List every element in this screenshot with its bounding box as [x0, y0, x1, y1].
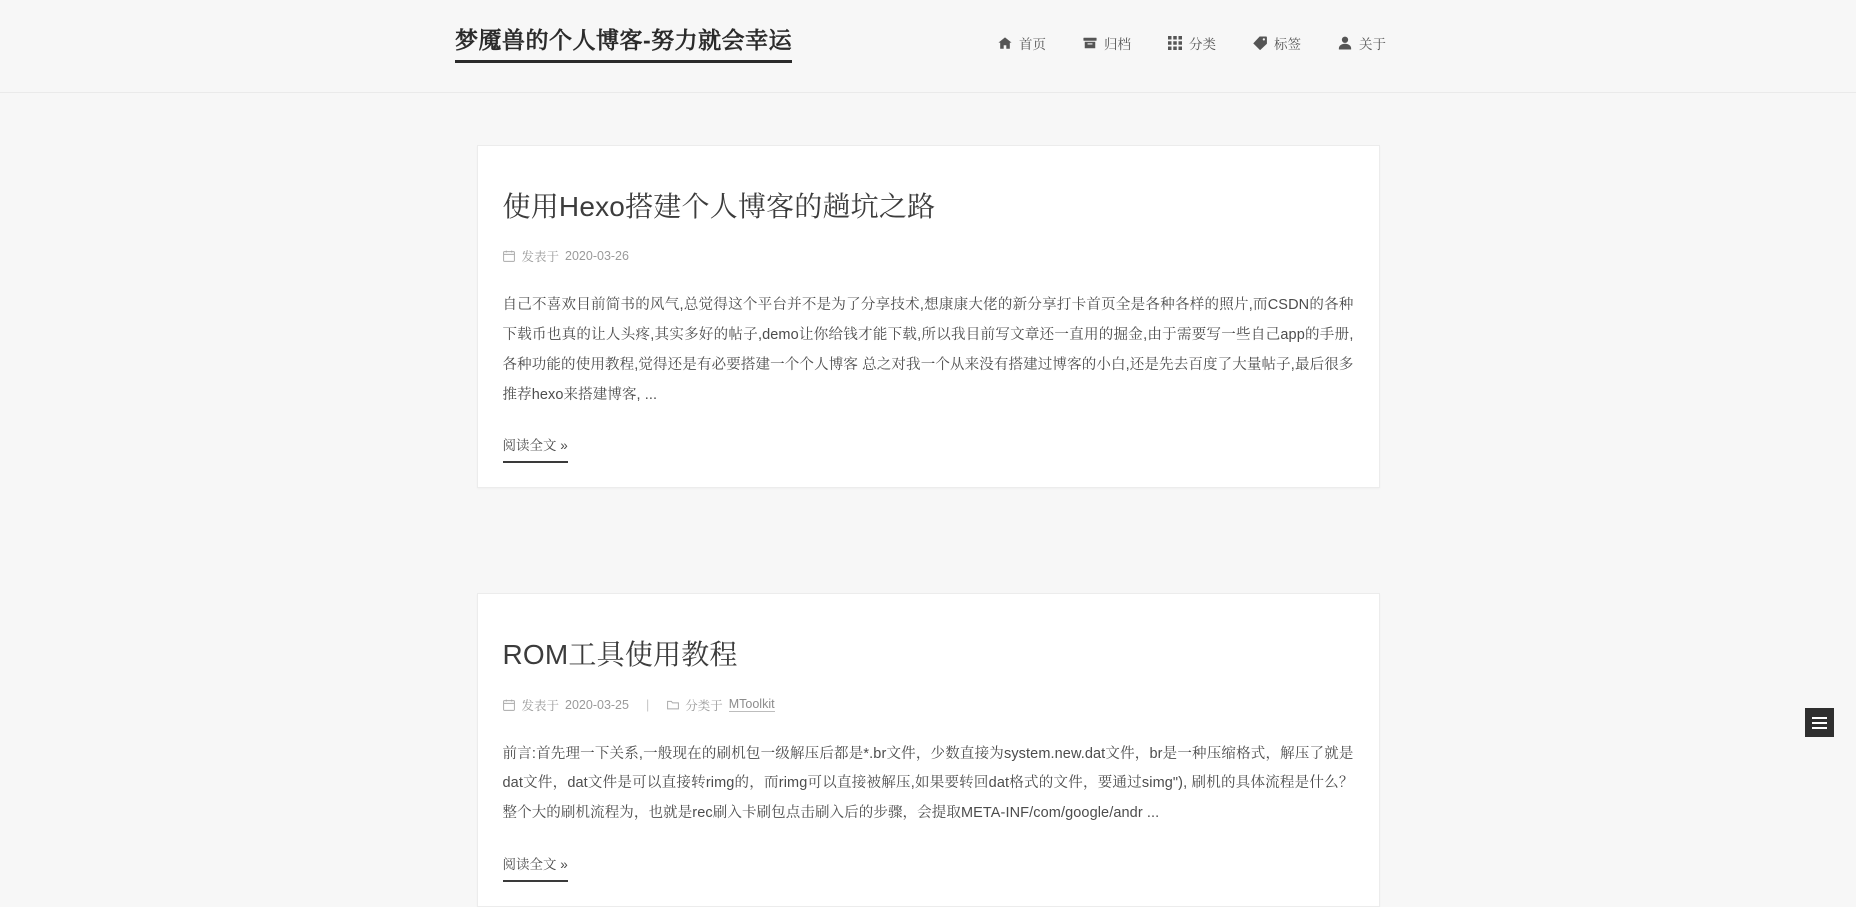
- tag-icon: [1252, 36, 1267, 51]
- nav-item-categories-label: 分类: [1189, 33, 1216, 53]
- grid-icon: [1167, 36, 1182, 51]
- meta-separator: |: [646, 698, 649, 712]
- post-date-prefix: 发表于: [522, 247, 560, 265]
- sidebar-toggle-button[interactable]: [1805, 708, 1834, 737]
- site-header: [0, 0, 1856, 93]
- read-more-wrap: [503, 853, 1354, 906]
- nav-item-archive-label: 归档: [1104, 33, 1131, 53]
- home-icon: [997, 36, 1012, 51]
- folder-icon: [666, 698, 679, 711]
- hamburger-icon: [1812, 722, 1827, 724]
- post-meta: [503, 696, 1354, 714]
- post-excerpt: 自己不喜欢目前简书的风气,总觉得这个平台并不是为了分享技术,想康康大佬的新分享打卡首页全是各种各样的照片,而CSDN的各种下载币也真的让人头疼,其实多好的帖子,demo让你给钱才能下载,所以我目前写文章还一直用的掘金,由于需要写一些自己app的手册,各种功能的使用教程,觉得还是有必要搭建一个个人博客 总之对我一个从来没有搭建过博客的小白,还是先去百度了大量帖子,最后很多推荐hexo来搭建博客, ...: [503, 291, 1354, 410]
- post-date-prefix: 发表于: [522, 696, 560, 714]
- nav-item-categories[interactable]: [1167, 33, 1216, 53]
- post-title[interactable]: ROM工具使用教程: [503, 637, 1354, 673]
- read-more-link[interactable]: 阅读全文 »: [503, 434, 568, 463]
- nav-item-tags-label: 标签: [1274, 33, 1301, 53]
- nav-item-home-label: 首页: [1019, 33, 1046, 53]
- main-nav: [997, 33, 1386, 53]
- site-title[interactable]: 梦魇兽的个人博客-努力就会幸运: [455, 28, 792, 63]
- calendar-icon: [503, 250, 516, 263]
- post-date: 2020-03-25: [565, 698, 629, 712]
- post-card: [477, 593, 1380, 907]
- nav-item-home[interactable]: [997, 33, 1046, 53]
- post-card: [477, 145, 1380, 488]
- post-date: 2020-03-26: [565, 249, 629, 263]
- read-more-link[interactable]: 阅读全文 »: [503, 853, 568, 882]
- post-title[interactable]: 使用Hexo搭建个人博客的趟坑之路: [503, 189, 1354, 225]
- calendar-icon: [503, 698, 516, 711]
- user-icon: [1337, 36, 1352, 51]
- archive-icon: [1082, 36, 1097, 51]
- nav-item-about[interactable]: [1337, 33, 1386, 53]
- nav-item-archive[interactable]: [1082, 33, 1131, 53]
- read-more-wrap: [503, 434, 1354, 487]
- nav-item-about-label: 关于: [1359, 33, 1386, 53]
- nav-item-tags[interactable]: [1252, 33, 1301, 53]
- post-excerpt: 前言:首先理一下关系,一般现在的刷机包一级解压后都是*.br文件，少数直接为system.new.dat文件，br是一种压缩格式，解压了就是dat文件，dat文件是可以直接转rimg的，而rimg可以直接被解压,如果要转回dat格式的文件，要通过simg"), 刷机的具体流程是什么？整个大的刷机流程为，也就是rec刷入卡刷包点击刷入后的步骤，会提取META-INF/com/google/andr ...: [503, 740, 1354, 829]
- post-category-link[interactable]: MToolkit: [729, 697, 775, 712]
- post-list: [0, 93, 1856, 907]
- post-meta: [503, 247, 1354, 265]
- post-category-prefix: 分类于: [685, 696, 723, 714]
